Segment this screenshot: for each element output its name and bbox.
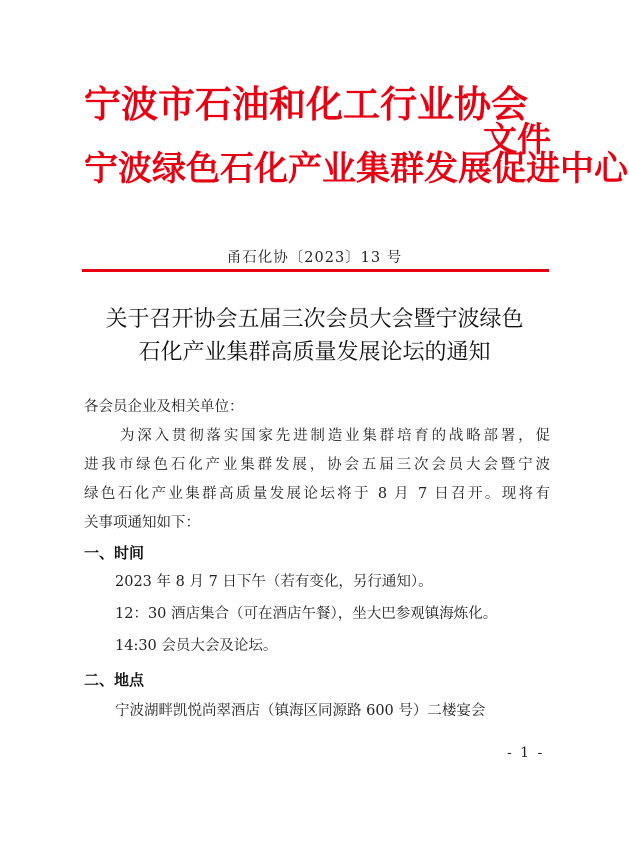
salutation: 各会员企业及相关单位： [84,399,244,415]
paragraph-line: 关事项通知如下： [84,515,200,531]
notice-title-line-1: 关于召开协会五届三次会员大会暨宁波绿色 [105,307,524,332]
document-number: 甬石化协〔2023〕13 号 [226,250,403,266]
paragraph-line: 绿色石化产业集群高质量发展论坛将于 8 月 7 日召开。现将有 [84,486,550,502]
notice-title-line-2: 石化产业集群高质量发展论坛的通知 [138,340,491,365]
location-item: 宁波湖畔凯悦尚翠酒店（镇海区同源路 600 号）二楼宴会 [115,703,486,719]
paragraph-line: 为深入贯彻落实国家先进制造业集群培育的战略部署，促 [120,428,550,444]
issuer-name-primary: 宁波市石油和化工行业协会 [84,82,528,126]
header-divider [82,269,549,272]
page-number: - 1 - [507,745,545,761]
section-heading-location: 二、地点 [84,671,145,689]
document-type-label: 文件 [483,120,551,160]
time-item: 2023 年 8 月 7 日下午（若有变化，另行通知）。 [115,574,433,590]
time-item: 14:30 会员大会及论坛。 [115,638,278,654]
time-item: 12：30 酒店集合（可在酒店午餐），坐大巴参观镇海炼化。 [115,606,498,622]
issuer-name-secondary: 宁波绿色石化产业集群发展促进中心 [84,149,628,189]
paragraph-line: 进我市绿色石化产业集群发展，协会五届三次会员大会暨宁波 [84,457,550,473]
section-heading-time: 一、时间 [84,544,145,562]
